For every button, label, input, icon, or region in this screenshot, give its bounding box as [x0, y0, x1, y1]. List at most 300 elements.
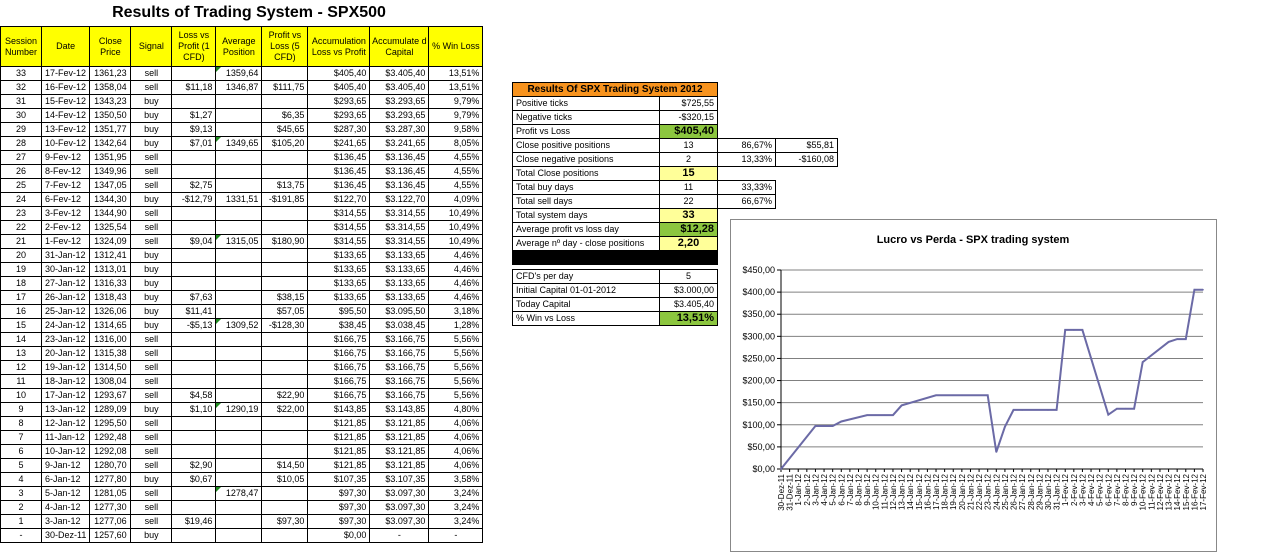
table-cell: $11,18	[172, 81, 216, 95]
table-cell	[262, 529, 308, 543]
table-cell: $293,65	[308, 109, 370, 123]
data-point	[832, 425, 834, 427]
table-cell: sell	[131, 221, 172, 235]
table-row	[1, 207, 483, 221]
table-cell: buy	[131, 95, 172, 109]
table-cell: -	[429, 529, 483, 543]
table-cell: $2,75	[172, 179, 216, 193]
data-point	[1064, 329, 1066, 331]
table-cell: 1292,08	[90, 445, 131, 459]
table-cell: $107,35	[308, 473, 370, 487]
table-cell: sell	[131, 179, 172, 193]
table-cell	[216, 263, 262, 277]
x-tick-label: 10-Fev-12	[1138, 474, 1148, 511]
table-row	[1, 249, 483, 263]
x-tick-label: 17-Fev-12	[1199, 474, 1208, 511]
table-cell: $136,45	[308, 151, 370, 165]
table-cell: $3.121,85	[370, 417, 429, 431]
table-row	[1, 67, 483, 81]
table-cell	[262, 487, 308, 501]
table-cell: $22,90	[262, 389, 308, 403]
table-cell: 1316,33	[90, 277, 131, 291]
summary-label: % Win vs Loss	[513, 312, 660, 326]
table-cell: 20	[1, 249, 42, 263]
table-cell: $3.166,75	[370, 333, 429, 347]
table-cell: buy	[131, 109, 172, 123]
table-cell: 1292,48	[90, 431, 131, 445]
summary-row	[513, 153, 838, 167]
summary-label: Total buy days	[513, 181, 660, 195]
data-point	[840, 421, 842, 423]
table-cell: buy	[131, 319, 172, 333]
summary-row	[513, 97, 838, 111]
table-cell: 1346,87	[216, 81, 262, 95]
table-cell: sell	[131, 361, 172, 375]
table-cell: 1361,23	[90, 67, 131, 81]
table-cell	[216, 389, 262, 403]
table-cell: $3.038,45	[370, 319, 429, 333]
table-cell	[262, 263, 308, 277]
table-cell	[216, 179, 262, 193]
table-cell: 13-Jan-12	[42, 403, 90, 417]
table-cell	[216, 431, 262, 445]
table-cell	[172, 249, 216, 263]
table-cell: 1351,95	[90, 151, 131, 165]
table-cell: -	[370, 529, 429, 543]
data-point	[1107, 414, 1109, 416]
x-tick-label: 28-Jan-12	[1026, 474, 1036, 511]
x-tick-label: 1-Jan-12	[794, 474, 804, 506]
x-tick-label: 13-Fev-12	[1164, 474, 1174, 511]
chart-title: Lucro vs Perda - SPX trading system	[876, 234, 1070, 246]
table-cell: $3.143,85	[370, 403, 429, 417]
table-cell: 4,06%	[429, 417, 483, 431]
table-cell: 4	[1, 473, 42, 487]
table-cell: buy	[131, 473, 172, 487]
table-cell: $166,75	[308, 347, 370, 361]
data-point	[1021, 409, 1023, 411]
table-cell	[216, 109, 262, 123]
x-tick-label: 15-Jan-12	[914, 474, 924, 511]
table-cell	[216, 221, 262, 235]
table-cell	[262, 431, 308, 445]
table-cell: $3.314,55	[370, 221, 429, 235]
table-cell: 30	[1, 109, 42, 123]
table-cell: sell	[131, 445, 172, 459]
table-cell: 1342,64	[90, 137, 131, 151]
data-point	[1176, 338, 1178, 340]
column-header: Accumulation Loss vs Profit	[308, 27, 370, 67]
summary-value: 11	[660, 181, 718, 195]
summary-value: -$320,15	[660, 111, 718, 125]
table-cell: 4,06%	[429, 445, 483, 459]
x-tick-label: 7-Fev-12	[1112, 474, 1122, 507]
summary-label: Total system days	[513, 209, 660, 223]
table-cell: 23-Jan-12	[42, 333, 90, 347]
data-point	[987, 394, 989, 396]
table-cell	[172, 501, 216, 515]
table-cell: $3.122,70	[370, 193, 429, 207]
table-cell: 3	[1, 487, 42, 501]
y-tick-label: $150,00	[742, 397, 775, 408]
table-cell: 1358,04	[90, 81, 131, 95]
table-cell: 17-Jan-12	[42, 389, 90, 403]
table-cell: 4,09%	[429, 193, 483, 207]
table-row	[1, 95, 483, 109]
table-cell	[172, 207, 216, 221]
table-cell: 1309,52	[216, 319, 262, 333]
table-row	[1, 389, 483, 403]
table-cell	[216, 417, 262, 431]
column-header: % Win Loss	[429, 27, 483, 67]
summary-row	[513, 195, 838, 209]
table-cell: $3.314,55	[370, 235, 429, 249]
data-point	[1116, 408, 1118, 410]
table-cell: 1359,64	[216, 67, 262, 81]
table-cell: $405,40	[308, 81, 370, 95]
table-row	[1, 319, 483, 333]
summary-title: Results Of SPX Trading System 2012	[513, 83, 718, 97]
table-cell: 28	[1, 137, 42, 151]
table-cell: 5,56%	[429, 333, 483, 347]
table-cell: $7,63	[172, 291, 216, 305]
table-row	[1, 123, 483, 137]
y-tick-label: $400,00	[742, 287, 775, 298]
data-point	[1125, 408, 1127, 410]
table-cell: $3.287,30	[370, 123, 429, 137]
table-cell: 14	[1, 333, 42, 347]
table-cell: 5,56%	[429, 347, 483, 361]
table-cell	[262, 165, 308, 179]
table-cell: 4,46%	[429, 263, 483, 277]
table-cell: 1314,50	[90, 361, 131, 375]
table-cell: $133,65	[308, 291, 370, 305]
summary-value-highlight: 15	[660, 167, 718, 181]
table-cell: 1351,77	[90, 123, 131, 137]
table-cell: $3.097,30	[370, 487, 429, 501]
table-cell: $2,90	[172, 459, 216, 473]
table-cell: 10,49%	[429, 207, 483, 221]
table-cell: buy	[131, 137, 172, 151]
table-cell: sell	[131, 501, 172, 515]
table-cell: 15-Fev-12	[42, 95, 90, 109]
table-row	[1, 179, 483, 193]
table-cell: 1324,09	[90, 235, 131, 249]
summary-label: Average nº day - close positions	[513, 237, 660, 251]
table-cell: $97,30	[308, 487, 370, 501]
table-cell	[216, 123, 262, 137]
x-tick-label: 11-Fev-12	[1147, 474, 1157, 510]
table-cell: $3.107,35	[370, 473, 429, 487]
table-cell: 10-Jan-12	[42, 445, 90, 459]
data-point	[1047, 409, 1049, 411]
summary-value: $3.405,40	[660, 298, 718, 312]
table-cell	[216, 515, 262, 529]
table-cell: 1277,06	[90, 515, 131, 529]
table-cell: 30-Jan-12	[42, 263, 90, 277]
table-cell: 1318,43	[90, 291, 131, 305]
summary-row	[513, 125, 838, 139]
table-cell	[172, 67, 216, 81]
table-cell: 9,79%	[429, 109, 483, 123]
summary-pct: 33,33%	[718, 181, 776, 195]
table-cell	[172, 431, 216, 445]
y-tick-label: $200,00	[742, 375, 775, 386]
table-cell: 10,49%	[429, 221, 483, 235]
y-tick-label: $300,00	[742, 331, 775, 342]
table-cell: 1344,30	[90, 193, 131, 207]
data-point	[996, 451, 998, 453]
table-cell: 1325,54	[90, 221, 131, 235]
table-cell: 25	[1, 179, 42, 193]
x-tick-label: 31-Dez-11	[785, 474, 795, 511]
table-cell: $133,65	[308, 277, 370, 291]
table-row	[1, 221, 483, 235]
table-cell: 33	[1, 67, 42, 81]
table-cell	[216, 529, 262, 543]
summary-pct: 86,67%	[718, 139, 776, 153]
table-cell: 23	[1, 207, 42, 221]
table-cell: 1280,70	[90, 459, 131, 473]
table-cell: $180,90	[262, 235, 308, 249]
data-point	[1133, 408, 1135, 410]
table-row	[1, 473, 483, 487]
table-cell: 1289,09	[90, 403, 131, 417]
table-cell: 10,49%	[429, 235, 483, 249]
table-cell	[172, 417, 216, 431]
table-cell	[172, 375, 216, 389]
y-tick-label: $250,00	[742, 353, 775, 364]
x-tick-label: 11-Jan-12	[880, 474, 890, 510]
table-cell: 7-Fev-12	[42, 179, 90, 193]
table-cell: $22,00	[262, 403, 308, 417]
table-cell	[172, 361, 216, 375]
table-cell: sell	[131, 515, 172, 529]
table-cell: $97,30	[308, 515, 370, 529]
table-cell: 1308,04	[90, 375, 131, 389]
table-cell	[216, 375, 262, 389]
table-cell: 1315,05	[216, 235, 262, 249]
table-cell: 1349,65	[216, 137, 262, 151]
table-cell: 1-Fev-12	[42, 235, 90, 249]
summary-value: 5	[660, 270, 718, 284]
table-cell	[262, 347, 308, 361]
table-cell: $136,45	[308, 165, 370, 179]
table-cell: 17	[1, 291, 42, 305]
data-point	[1004, 426, 1006, 428]
table-cell: 26	[1, 165, 42, 179]
table-cell: $3.121,85	[370, 445, 429, 459]
table-cell: 31-Jan-12	[42, 249, 90, 263]
table-cell: 1350,50	[90, 109, 131, 123]
table-cell: 1315,38	[90, 347, 131, 361]
table-body	[1, 67, 483, 543]
table-cell: $19,46	[172, 515, 216, 529]
table-cell: 4,46%	[429, 249, 483, 263]
table-cell	[172, 151, 216, 165]
summary-value: $725,55	[660, 97, 718, 111]
table-cell: 19-Jan-12	[42, 361, 90, 375]
table-cell	[262, 361, 308, 375]
table-cell: -$128,30	[262, 319, 308, 333]
y-tick-label: $350,00	[742, 309, 775, 320]
table-cell: 13-Fev-12	[42, 123, 90, 137]
table-cell: 31	[1, 95, 42, 109]
table-cell: 4,55%	[429, 165, 483, 179]
x-tick-label: 17-Jan-12	[932, 474, 942, 511]
table-cell: 4,55%	[429, 179, 483, 193]
summary-row	[513, 111, 838, 125]
table-cell: 18	[1, 277, 42, 291]
data-point	[780, 468, 782, 470]
table-row	[1, 487, 483, 501]
table-cell: $166,75	[308, 361, 370, 375]
table-cell: $3.241,65	[370, 137, 429, 151]
table-row	[1, 235, 483, 249]
summary-label: Average profit vs loss day	[513, 223, 660, 237]
table-cell: 3-Jan-12	[42, 515, 90, 529]
x-tick-label: 6-Jan-12	[837, 474, 847, 506]
x-tick-label: 25-Jan-12	[1000, 474, 1010, 511]
table-row	[1, 403, 483, 417]
summary-extra: $55,81	[776, 139, 838, 153]
table-cell	[262, 67, 308, 81]
summary-pct: 13,33%	[718, 153, 776, 167]
table-row	[1, 417, 483, 431]
x-tick-label: 9-Jan-12	[863, 474, 873, 506]
table-cell: 5,56%	[429, 361, 483, 375]
table-cell	[216, 151, 262, 165]
table-cell	[216, 249, 262, 263]
table-cell: 22	[1, 221, 42, 235]
table-cell: sell	[131, 333, 172, 347]
summary-extra: -$160,08	[776, 153, 838, 167]
x-tick-label: 8-Jan-12	[854, 474, 864, 506]
summary-row	[513, 139, 838, 153]
table-row	[1, 375, 483, 389]
table-cell: 11	[1, 375, 42, 389]
table-cell: 7	[1, 431, 42, 445]
x-tick-label: 29-Jan-12	[1035, 474, 1045, 511]
table-cell: $121,85	[308, 445, 370, 459]
table-cell: 27	[1, 151, 42, 165]
data-point	[1185, 338, 1187, 340]
summary-label: Close negative positions	[513, 153, 660, 167]
table-cell: 8-Fev-12	[42, 165, 90, 179]
table-cell: 2-Fev-12	[42, 221, 90, 235]
x-tick-label: 14-Fev-12	[1173, 474, 1183, 511]
table-cell	[216, 459, 262, 473]
table-cell	[262, 249, 308, 263]
table-cell: 4,06%	[429, 431, 483, 445]
table-cell: 8,05%	[429, 137, 483, 151]
summary-pct: 66,67%	[718, 195, 776, 209]
table-cell: 13,51%	[429, 67, 483, 81]
table-cell: $9,13	[172, 123, 216, 137]
table-cell: 3,24%	[429, 501, 483, 515]
y-tick-label: $100,00	[742, 419, 775, 430]
summary-value: 13	[660, 139, 718, 153]
x-tick-label: 3-Fev-12	[1078, 474, 1088, 507]
table-cell: sell	[131, 151, 172, 165]
table-cell: $241,65	[308, 137, 370, 151]
table-cell: $3.097,30	[370, 515, 429, 529]
table-cell: 5-Jan-12	[42, 487, 90, 501]
data-point	[866, 414, 868, 416]
table-cell: 3,24%	[429, 487, 483, 501]
table-cell: sell	[131, 347, 172, 361]
table-cell: $11,41	[172, 305, 216, 319]
table-cell: $57,05	[262, 305, 308, 319]
x-tick-label: 12-Jan-12	[888, 474, 898, 511]
table-cell: $3.133,65	[370, 249, 429, 263]
table-cell	[172, 277, 216, 291]
table-cell: sell	[131, 459, 172, 473]
column-header: Accumulate d Capital	[370, 27, 429, 67]
table-cell: 1349,96	[90, 165, 131, 179]
x-tick-label: 30-Jan-12	[1043, 474, 1053, 511]
table-cell	[216, 277, 262, 291]
table-cell: 19	[1, 263, 42, 277]
x-tick-label: 4-Jan-12	[820, 474, 830, 506]
data-point	[1142, 361, 1144, 363]
table-cell	[216, 445, 262, 459]
table-cell	[172, 165, 216, 179]
table-row	[1, 81, 483, 95]
x-tick-label: 10-Jan-12	[871, 474, 881, 511]
table-cell: 10	[1, 389, 42, 403]
table-cell: 9,79%	[429, 95, 483, 109]
table-cell: 1347,05	[90, 179, 131, 193]
table-row	[1, 193, 483, 207]
table-cell: 9	[1, 403, 42, 417]
table-cell: 1344,90	[90, 207, 131, 221]
table-header-row	[1, 27, 483, 67]
summary-value-highlight: 33	[660, 209, 718, 223]
x-tick-label: 18-Jan-12	[940, 474, 950, 511]
data-point	[935, 394, 937, 396]
table-cell	[262, 221, 308, 235]
table-cell	[172, 333, 216, 347]
table-cell: $133,65	[308, 249, 370, 263]
table-cell: 12	[1, 361, 42, 375]
summary-label: Initial Capital 01-01-2012	[513, 284, 660, 298]
table-row	[1, 515, 483, 529]
table-cell: $166,75	[308, 375, 370, 389]
data-point	[1073, 329, 1075, 331]
summary-label: Close positive positions	[513, 139, 660, 153]
x-tick-label: 5-Fev-12	[1095, 474, 1105, 507]
x-tick-label: 8-Fev-12	[1121, 474, 1131, 507]
table-cell: 1,28%	[429, 319, 483, 333]
x-tick-label: 23-Jan-12	[983, 474, 993, 511]
table-cell: 17-Fev-12	[42, 67, 90, 81]
table-cell: 9-Fev-12	[42, 151, 90, 165]
table-cell: $13,75	[262, 179, 308, 193]
table-cell: 1331,51	[216, 193, 262, 207]
summary-value: 22	[660, 195, 718, 209]
table-cell: $7,01	[172, 137, 216, 151]
table-cell: $38,15	[262, 291, 308, 305]
x-tick-label: 26-Jan-12	[1009, 474, 1019, 511]
table-row	[1, 137, 483, 151]
summary-row	[513, 181, 838, 195]
summary-header-row	[513, 83, 838, 97]
table-cell: $97,30	[262, 515, 308, 529]
data-point	[1056, 409, 1058, 411]
table-cell	[216, 207, 262, 221]
table-cell: 3,24%	[429, 515, 483, 529]
